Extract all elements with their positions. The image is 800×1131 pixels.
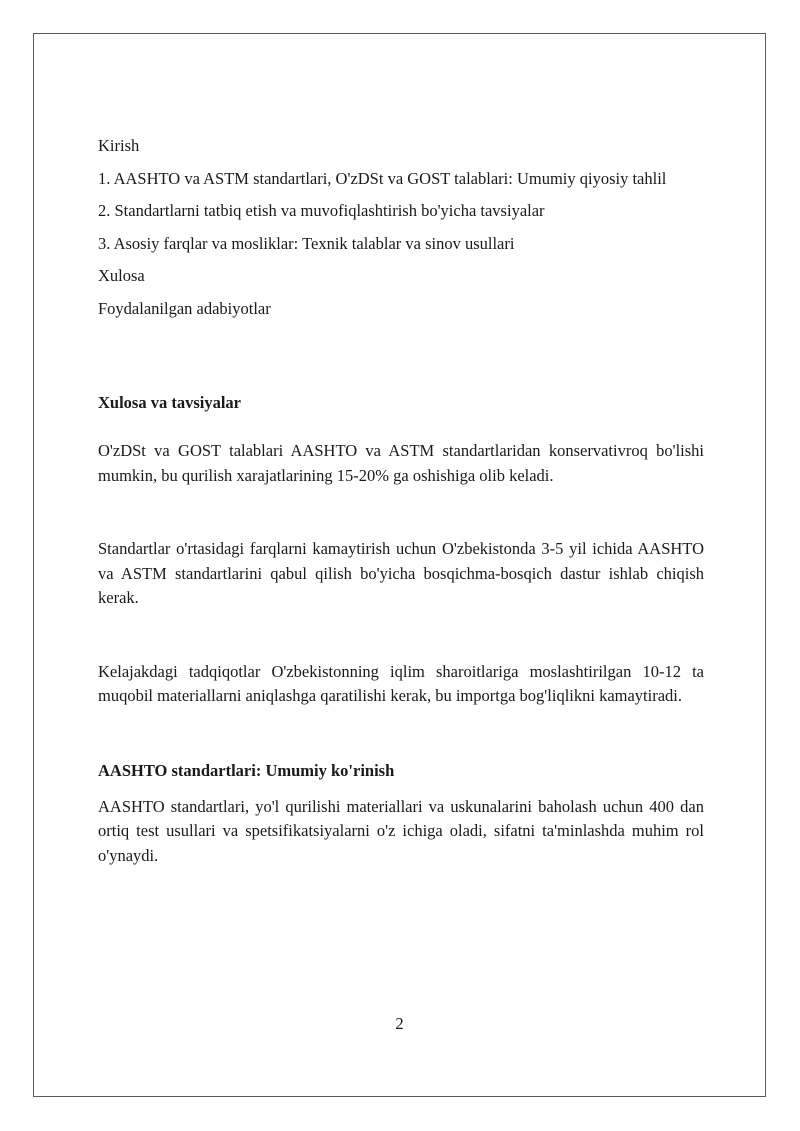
paragraph: AASHTO standartlari, yo'l qurilishi materiallari va uskunalarini baholash uchun 400 dan ortiq test usullari va spetsifikatsiyalarni o'z ichiga oladi, sifatni ta'minlashda muhim rol o'ynaydi. <box>98 796 704 865</box>
section-conclusions <box>98 391 704 709</box>
table-of-contents <box>98 130 704 325</box>
toc-item-references: Foydalanilgan adabiyotlar <box>98 298 271 318</box>
toc-item-conclusion: Xulosa <box>98 266 145 285</box>
page-content <box>98 130 704 868</box>
paragraph: O'zDSt va GOST talablari AASHTO va ASTM standartlaridan konservativroq bo'lishi mumkin, bu qurilish xarajatlarining 15-20% ga oshishiga olib keladi. <box>98 441 704 485</box>
section-heading: Xulosa va tavsiyalar <box>98 393 242 412</box>
toc-item-2: 2. Standartlarni tatbiq etish va muvofiqlashtirish bo'yicha tavsiyalar <box>98 201 545 220</box>
paragraph: Standartlar o'rtasidagi farqlarni kamaytirish uchun O'zbekistonda 3-5 yil ichida AASHTO va ASTM standartlarini qabul qilish bo'yicha bosqichma-bosqich dastur ishlab chiqish kerak. <box>98 539 704 607</box>
section-heading: AASHTO standartlari: Umumiy ko'rinish <box>98 760 395 780</box>
toc-item-1: 1. AASHTO va ASTM standartlari, O'zDSt va GOST talablari: Umumiy qiyosiy tahlil <box>98 168 667 188</box>
section-aashto-overview <box>98 759 704 869</box>
toc-item-intro: Kirish <box>98 136 140 155</box>
paragraph: Kelajakdagi tadqiqotlar O'zbekistonning iqlim sharoitlariga moslashtirilgan 10-12 ta muqobil materiallarni aniqlashga qaratilishi kerak, bu importga bog'liqlikni kamaytiradi. <box>98 661 704 705</box>
document-page <box>33 33 766 1097</box>
toc-item-3: 3. Asosiy farqlar va mosliklar: Texnik talablar va sinov usullari <box>98 233 515 253</box>
page-number: 2 <box>395 1014 404 1033</box>
